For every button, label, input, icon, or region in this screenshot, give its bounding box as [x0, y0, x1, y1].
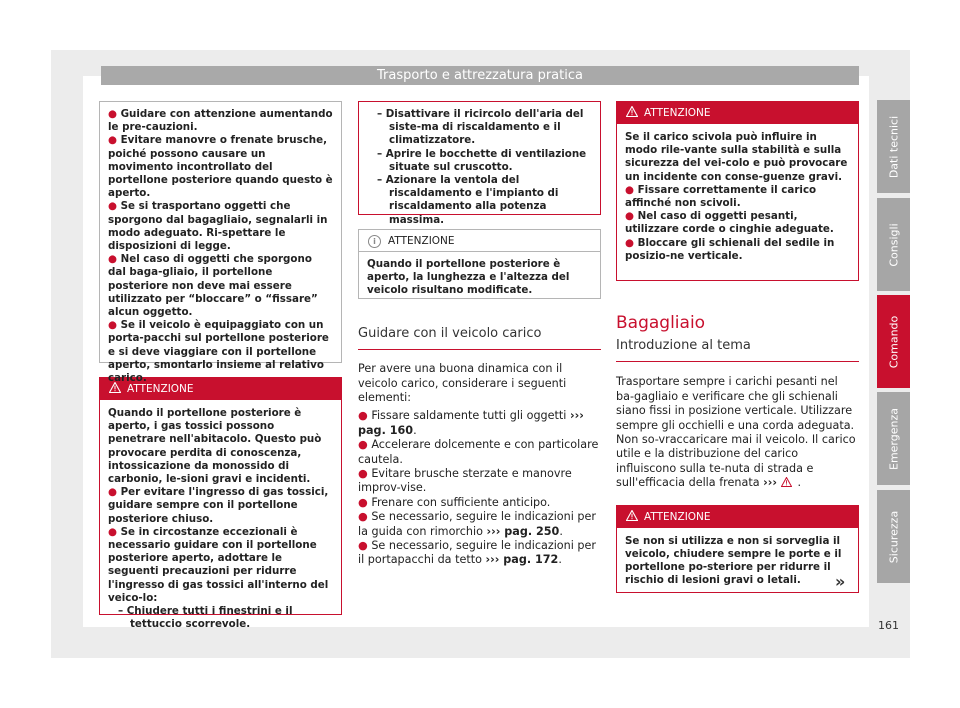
side-tab-dati-tecnici[interactable]: Dati tecnici [877, 100, 910, 193]
info-header: i ATTENZIONE [359, 230, 600, 252]
section-body [358, 362, 601, 568]
warning-header: ATTENZIONE [100, 378, 341, 400]
continue-chevron: » [835, 572, 846, 591]
side-tab-comando[interactable]: Comando [877, 295, 910, 388]
section-subtitle: Introduzione al tema [616, 339, 859, 362]
warning-header: ATTENZIONE [617, 102, 858, 124]
page-number: 161 [878, 619, 899, 632]
warning-box [616, 505, 859, 593]
section-body [616, 375, 859, 490]
page-header: Trasporto e attrezzatura pratica [101, 66, 859, 85]
list-item: ● Accelerare dolcemente e con particolare cautela. [358, 438, 599, 466]
warning-icon [626, 510, 638, 521]
list-item: ● Se necessario, seguire le indicazioni per la guida con rimorchio ››› pag. 250. [358, 510, 596, 538]
section-title: Guidare con il veicolo carico [358, 327, 601, 350]
list-item: ● Evitare brusche sterzate e manovre improv-vise. [358, 467, 572, 495]
page-link[interactable]: ››› pag. 172 [485, 553, 559, 567]
list-item: ● Frenare con sufficiente anticipo. [358, 495, 551, 509]
warning-header: ATTENZIONE [617, 506, 858, 528]
intro-text: Per avere una buona dinamica con il veicolo carico, considerare i seguenti elementi: [358, 362, 567, 405]
notes-box [99, 101, 342, 371]
warning-body [100, 400, 341, 637]
dash-item: – Aprire le bocchette di ventilazione situate sul cruscotto. [377, 147, 587, 173]
warning-text: Quando il portellone posteriore è aperto, i gas tossici possono penetrare nell'abitacolo. Questo può provocare perdita di conoscenza, intossicazione da monossido di carbonio, le-sioni gravi e incidenti. [108, 407, 322, 486]
list-item: ● Fissare saldamente tutti gli oggetti ››› pag. 160. [358, 409, 584, 437]
info-text: Quando il portellone posteriore è aperto, la lunghezza e l'altezza del veicolo risultano modificate. [367, 258, 570, 297]
column-3 [616, 101, 859, 593]
warning-body [617, 528, 858, 594]
dash-item: – Azionare la ventola del riscaldamento e l'impianto di riscaldamento alla potenza massima. [377, 174, 559, 226]
dash-item: – Disattivare il ricircolo dell'aria del siste-ma di riscaldamento e il climatizzatore. [377, 108, 584, 147]
list-item: ● Evitare manovre o frenate brusche, poiché possono causare un movimento incontrollato del portellone posteriore quando questo è aperto. [108, 134, 333, 200]
list-item: ● Per evitare l'ingresso di gas tossici, guidare sempre con il portellone posteriore chiuso. [108, 486, 329, 525]
warning-box-continued [358, 101, 601, 226]
warning-body [617, 124, 858, 269]
column-2 [358, 101, 601, 568]
warning-icon [626, 106, 638, 117]
warning-box [616, 101, 859, 281]
list-item: ● Se il veicolo è equipaggiato con un porta-pacchi sul portellone posteriore e si deve viaggiare con il portellone aperto, smontarlo insieme al relativo [108, 319, 329, 371]
info-box [358, 229, 601, 299]
column-1 [99, 101, 342, 631]
section-heading: Bagagliaio [616, 313, 706, 333]
page-link[interactable]: ››› pag. 160 [358, 409, 584, 437]
side-tab-sicurezza[interactable]: Sicurezza [877, 490, 910, 583]
warning-icon [109, 382, 121, 393]
list-item: ● Se in circostanze eccezionali è necessario guidare con il portellone posteriore aperto, adottare le seguenti precauzioni per ridurre l'ingresso di gas tossici all'interno del veico-lo: [108, 525, 329, 604]
warning-ref-icon[interactable] [781, 477, 792, 487]
list-item: ● Fissare correttamente il carico affinché non scivoli. [625, 183, 817, 210]
list-item: ● Guidare con attenzione aumentando le pre-cauzioni. [108, 108, 333, 134]
list-item: ● Se necessario, seguire le indicazioni per il portapacchi da tetto ››› pag. 172. [358, 539, 596, 567]
info-icon: i [368, 235, 381, 248]
page-link[interactable]: ››› [763, 476, 777, 490]
side-tab-consigli[interactable]: Consigli [877, 198, 910, 291]
list-item: ● Nel caso di oggetti che sporgono dal baga-gliaio, il portellone posteriore non deve mai essere utilizzato per “bloccare” o “fissare” alcun oggetto. [108, 253, 318, 319]
page-link[interactable]: ››› pag. 250 [486, 524, 560, 538]
warning-text: Se il carico scivola può influire in modo rile-vante sulla stabilità e sulla sicurezza del vei-colo e può provocare un incidente con conse-guenze gravi. [625, 131, 848, 183]
warning-text: Se non si utilizza e non si sorveglia il veicolo, chiudere sempre le porte e il portellone po-steriore per ridurre il rischio di lesioni gravi o letali. [625, 534, 842, 587]
side-tab-emergenza[interactable]: Emergenza [877, 392, 910, 485]
body-text: Trasportare sempre i carichi pesanti nel ba-gagliaio e verificare che gli schienali siano fissi in posizione verticale. Utilizzare sempre gli occhielli e una corda adeguata. Non so-vraccaricare mai il veicolo. Il carico utile e la distribuzione del carico influiscono sulla te-nuta di strada e sull'efficacia della frenata ››› . [616, 375, 856, 490]
list-item: ● Bloccare gli schienali del sedile in posizio-ne verticale. [625, 236, 835, 262]
list-item: ● Nel caso di oggetti pesanti, utilizzare corde o cinghie adeguate. [625, 210, 834, 236]
list-item: ● Se si trasportano oggetti che sporgono dal bagagliaio, segnalarli in modo adeguato. Ri-spettare le disposizioni di legge. [108, 200, 328, 253]
warning-box [99, 377, 342, 631]
dash-item: – Chiudere tutti i finestrini e il tettuccio scorrevole. [118, 605, 293, 631]
